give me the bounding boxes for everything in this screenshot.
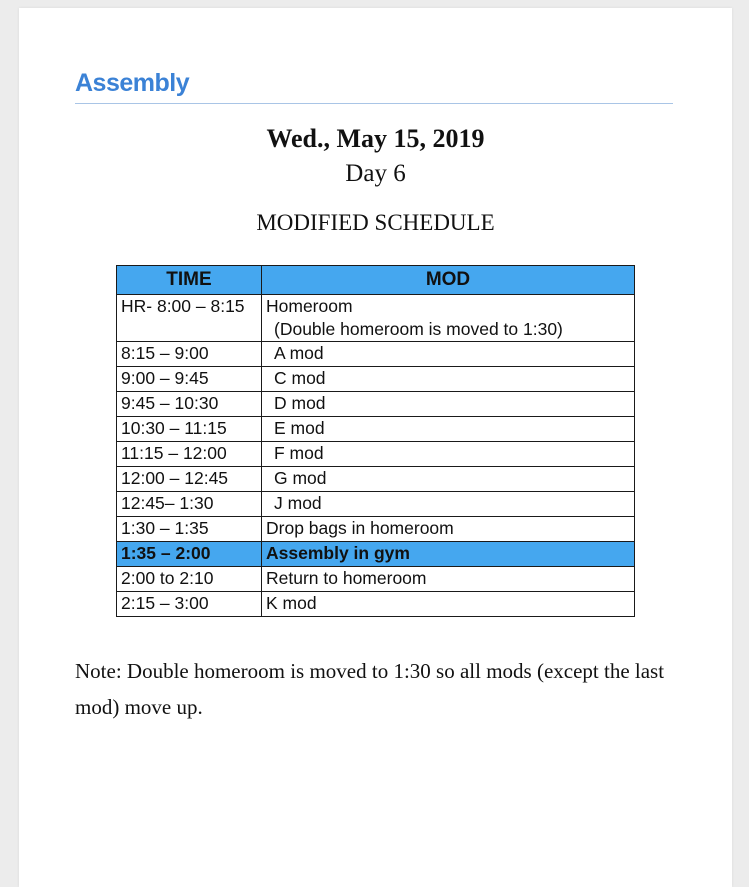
table-row xyxy=(117,592,635,617)
schedule-day: Day 6 xyxy=(345,160,406,187)
mod-label: Homeroom xyxy=(266,296,353,316)
mod-cell xyxy=(262,392,635,417)
table-row xyxy=(117,567,635,592)
schedule-table xyxy=(116,265,635,617)
mod-cell xyxy=(262,367,635,392)
table-row xyxy=(117,417,635,442)
heading-underline xyxy=(75,103,673,104)
mod-label: J mod xyxy=(274,493,322,513)
time-cell: 2:00 to 2:10 xyxy=(117,567,262,592)
mod-cell xyxy=(262,467,635,492)
table-row xyxy=(117,467,635,492)
table-row xyxy=(117,367,635,392)
mod-note: (Double homeroom is moved to 1:30) xyxy=(274,319,563,339)
mod-cell xyxy=(262,342,635,367)
table-row xyxy=(117,492,635,517)
time-column-header: TIME xyxy=(117,266,262,295)
highlighted-table-row xyxy=(117,542,635,567)
mod-cell: Assembly in gym xyxy=(262,542,635,567)
time-cell: 12:45– 1:30 xyxy=(117,492,262,517)
table-header-row xyxy=(117,266,635,295)
time-cell: 12:00 – 12:45 xyxy=(117,467,262,492)
mod-cell xyxy=(262,295,635,342)
time-cell: 2:15 – 3:00 xyxy=(117,592,262,617)
mod-cell xyxy=(262,442,635,467)
schedule-subtitle: MODIFIED SCHEDULE xyxy=(256,210,495,235)
mod-cell: Return to homeroom xyxy=(262,567,635,592)
mod-label: G mod xyxy=(274,468,327,488)
mod-cell: Drop bags in homeroom xyxy=(262,517,635,542)
time-cell: 1:35 – 2:00 xyxy=(117,542,262,567)
mod-cell: K mod xyxy=(262,592,635,617)
table-row xyxy=(117,342,635,367)
mod-label: F mod xyxy=(274,443,324,463)
mod-column-header: MOD xyxy=(262,266,635,295)
schedule-date: Wed., May 15, 2019 xyxy=(266,124,485,153)
mod-label: C mod xyxy=(274,368,326,388)
time-cell: HR- 8:00 – 8:15 xyxy=(117,295,262,342)
mod-label: A mod xyxy=(274,343,324,363)
table-row xyxy=(117,392,635,417)
time-cell: 10:30 – 11:15 xyxy=(117,417,262,442)
mod-cell xyxy=(262,492,635,517)
mod-label: E mod xyxy=(274,418,325,438)
schedule-note: Note: Double homeroom is moved to 1:30 so all mods (except the last mod) move up. xyxy=(75,659,665,719)
time-cell: 9:00 – 9:45 xyxy=(117,367,262,392)
mod-cell xyxy=(262,417,635,442)
time-cell: 11:15 – 12:00 xyxy=(117,442,262,467)
table-row xyxy=(117,295,635,342)
time-cell: 1:30 – 1:35 xyxy=(117,517,262,542)
table-row xyxy=(117,442,635,467)
document-page xyxy=(19,8,732,887)
table-row xyxy=(117,517,635,542)
time-cell: 8:15 – 9:00 xyxy=(117,342,262,367)
section-heading: Assembly xyxy=(75,69,190,97)
time-cell: 9:45 – 10:30 xyxy=(117,392,262,417)
mod-label: D mod xyxy=(274,393,326,413)
